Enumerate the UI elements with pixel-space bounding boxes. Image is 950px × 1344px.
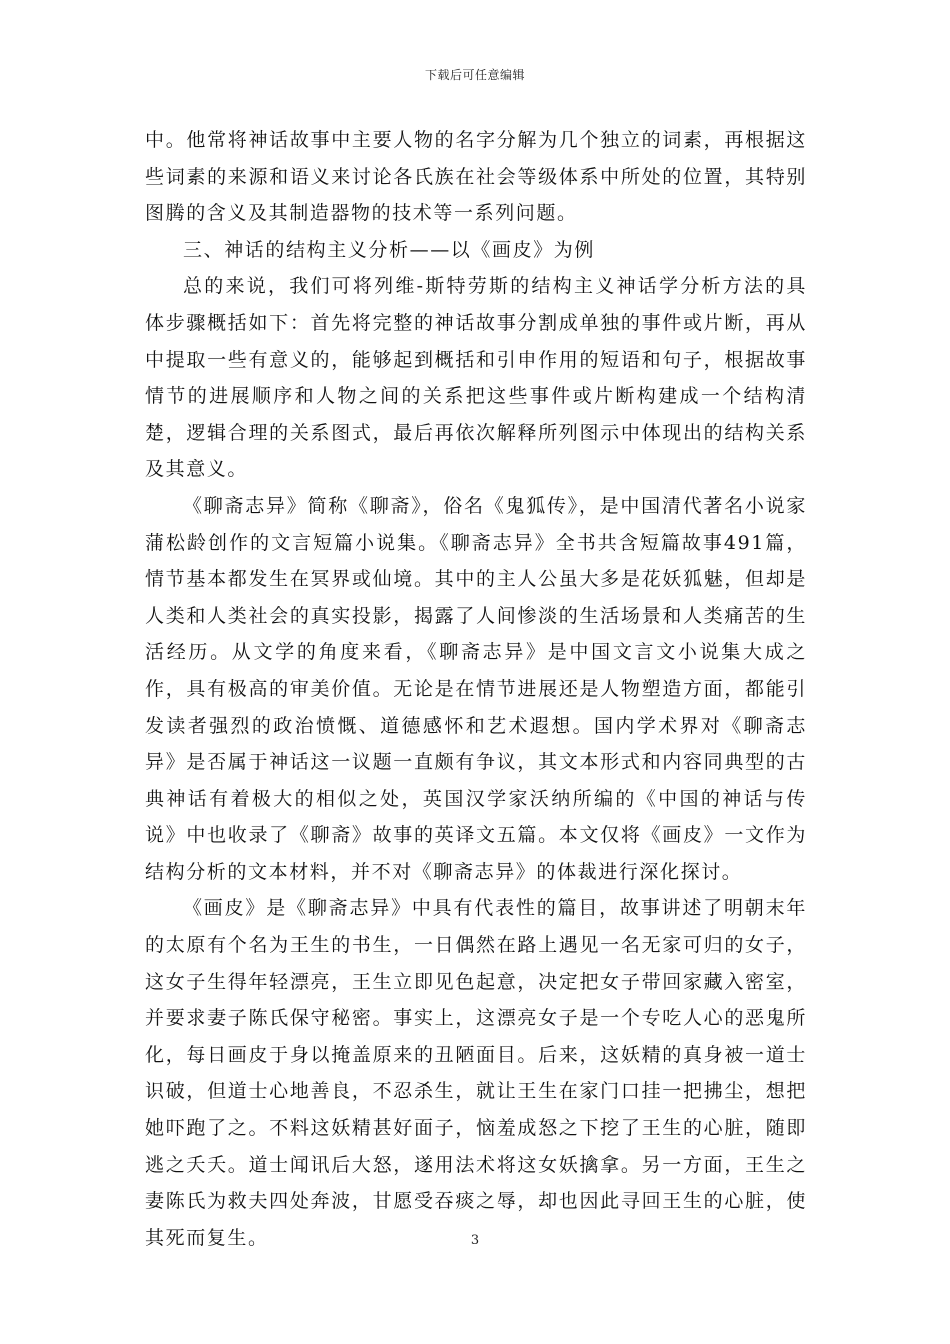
paragraph: 总的来说，我们可将列维-斯特劳斯的结构主义神话学分析方法的具体步骤概括如下：首先将完整的神话故事分割成单独的事件或片断，再从中提取一些有意义的，能够起到概括和引申作用的短语和句子，根据故事情节的进展顺序和人物之间的关系把这些事件或片断构建成一个结构清楚，逻辑合理的关系图式，最后再依次解释所列图示中体现出的结构关系及其意义。 (145, 275, 807, 481)
paragraph: 《画皮》是《聊斋志异》中具有代表性的篇目，故事讲述了明朝末年的太原有个名为王生的书生，一日偶然在路上遇见一名无家可归的女子，这女子生得年轻漂亮，王生立即见色起意，决定把女子带回家藏入密室，并要求妻子陈氏保守秘密。事实上，这漂亮女子是一个专吃人心的恶鬼所化，每日画皮于身以掩盖原来的丑陋面目。后来，这妖精的真身被一道士识破，但道士心地善良，不忍杀生，就让王生在家门口挂一把拂尘，想把她吓跑了之。不料这妖精甚好面子，恼羞成怒之下挖了王生的心脏，随即逃之夭夭。道士闻讯后大怒，遂用法术将这女妖擒拿。另一方面，王生之妻陈氏为救夫四处奔波，甘愿受吞痰之辱，却也因此寻回王生的心脏，使其死而复生。 (145, 897, 807, 1249)
document-body (145, 122, 807, 1256)
section-heading: 三、神话的结构主义分析——以《画皮》为例 (183, 238, 596, 261)
paragraph-continuation: 中。他常将神话故事中主要人物的名字分解为几个独立的词素，再根据这些词素的来源和语义来讨论各氏族在社会等级体系中所处的位置，其特别图腾的含义及其制造器物的技术等一系列问题。 (145, 129, 807, 225)
page-header: 下载后可任意编辑 (424, 68, 525, 82)
page-number: 3 (470, 1233, 480, 1248)
paragraph: 《聊斋志异》简称《聊斋》，俗名《鬼狐传》，是中国清代著名小说家蒲松龄创作的文言短篇小说集。《聊斋志异》全书共含短篇故事491篇，情节基本都发生在冥界或仙境。其中的主人公虽大多是花妖狐魅，但却是人类和人类社会的真实投影，揭露了人间惨淡的生活场景和人类痛苦的生活经历。从文学的角度来看，《聊斋志异》是中国文言文小说集大成之作，具有极高的审美价值。无论是在情节进展还是人物塑造方面，都能引发读者强烈的政治愤慨、道德感怀和艺术遐想。国内学术界对《聊斋志异》是否属于神话这一议题一直颇有争议，其文本形式和内容同典型的古典神话有着极大的相似之处，英国汉学家沃纳所编的《中国的神话与传说》中也收录了《聊斋》故事的英译文五篇。本文仅将《画皮》一文作为结构分析的文本材料，并不对《聊斋志异》的体裁进行深化探讨。 (145, 494, 807, 883)
